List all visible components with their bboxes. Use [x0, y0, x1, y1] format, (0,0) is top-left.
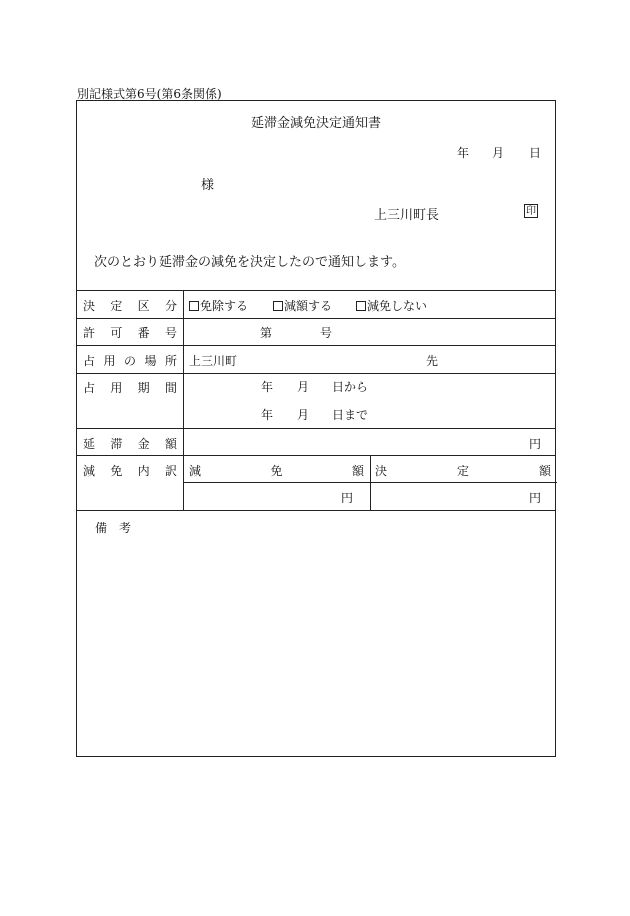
permit-suffix: 号	[320, 326, 333, 340]
header-char: 定	[456, 464, 469, 478]
period-to-month: 月	[297, 408, 310, 422]
label-char: の	[123, 354, 136, 368]
label-char: 期	[137, 381, 150, 395]
label-char: 間	[164, 381, 177, 395]
period-from-month: 月	[297, 380, 310, 394]
option-reduce[interactable]	[273, 297, 332, 314]
location-label	[77, 352, 183, 369]
label-char: 備	[95, 521, 108, 535]
option-label: 免除する	[200, 299, 249, 313]
header-char: 決	[375, 464, 388, 478]
body-text: 次のとおり延滞金の減免を決定したので通知します。	[94, 255, 405, 270]
label-char: 延	[83, 437, 96, 451]
rule	[77, 510, 555, 511]
location-town: 上三川町	[189, 354, 238, 368]
label-char: 決	[83, 299, 96, 313]
header-char: 免	[270, 464, 283, 478]
decision-label	[77, 297, 183, 314]
seal-mark: 印	[526, 206, 536, 217]
column-divider	[183, 290, 184, 510]
overdue-label	[77, 435, 183, 452]
label-char: 内	[137, 464, 150, 478]
period-to-day: 日まで	[332, 408, 369, 422]
label-char: 訳	[164, 464, 177, 478]
header-char: 額	[538, 464, 551, 478]
reduction-amount-header	[189, 462, 364, 479]
period-label	[77, 379, 183, 396]
option-label: 減免しない	[367, 299, 428, 313]
date-year: 年	[457, 146, 470, 160]
decided-amount-header	[375, 462, 551, 479]
recipient-suffix: 様	[201, 178, 215, 193]
label-char: 額	[164, 437, 177, 451]
label-char: 占	[83, 354, 96, 368]
overdue-unit: 円	[529, 437, 542, 451]
breakdown-label	[77, 462, 183, 479]
date-day: 日	[529, 146, 542, 160]
form-id: 別記様式第6号(第6条関係)	[77, 87, 222, 101]
period-from-day: 日から	[332, 380, 369, 394]
header-char: 減	[189, 464, 202, 478]
form-title: 延滞金減免決定通知書	[250, 116, 381, 131]
label-char: 金	[137, 437, 150, 451]
checkbox[interactable]	[273, 301, 283, 311]
decided-amount-unit: 円	[529, 491, 542, 505]
option-label: 減額する	[284, 299, 333, 313]
remarks-label	[95, 519, 131, 536]
option-exempt[interactable]	[189, 297, 248, 314]
rule	[77, 373, 555, 374]
date-month: 月	[492, 146, 505, 160]
label-char: 減	[83, 464, 96, 478]
label-char: 場	[144, 354, 157, 368]
checkbox[interactable]	[189, 301, 199, 311]
checkbox[interactable]	[356, 301, 366, 311]
label-char: 考	[119, 521, 132, 535]
label-char: 所	[164, 354, 177, 368]
label-char: 滞	[110, 437, 123, 451]
label-char: 占	[83, 381, 96, 395]
rule	[77, 318, 555, 319]
column-divider	[370, 455, 371, 510]
location-suffix: 先	[426, 354, 439, 368]
label-char: 分	[164, 299, 177, 313]
header-char: 額	[351, 464, 364, 478]
label-char: 用	[110, 381, 123, 395]
label-char: 用	[103, 354, 116, 368]
rule	[77, 345, 555, 346]
permit-prefix: 第	[260, 326, 273, 340]
label-char: 許	[83, 326, 96, 340]
label-char: 区	[137, 299, 150, 313]
label-char: 可	[110, 326, 123, 340]
period-to-year: 年	[261, 408, 274, 422]
rule	[77, 428, 555, 429]
label-char: 免	[110, 464, 123, 478]
rule	[77, 455, 555, 456]
label-char: 号	[164, 326, 177, 340]
rule	[77, 290, 555, 291]
form-frame	[76, 100, 556, 757]
label-char: 定	[110, 299, 123, 313]
reduction-amount-unit: 円	[341, 491, 354, 505]
option-none[interactable]	[356, 297, 427, 314]
issuer: 上三川町長	[374, 208, 440, 223]
period-from-year: 年	[261, 380, 274, 394]
label-char: 番	[137, 326, 150, 340]
permit-label	[77, 324, 183, 341]
